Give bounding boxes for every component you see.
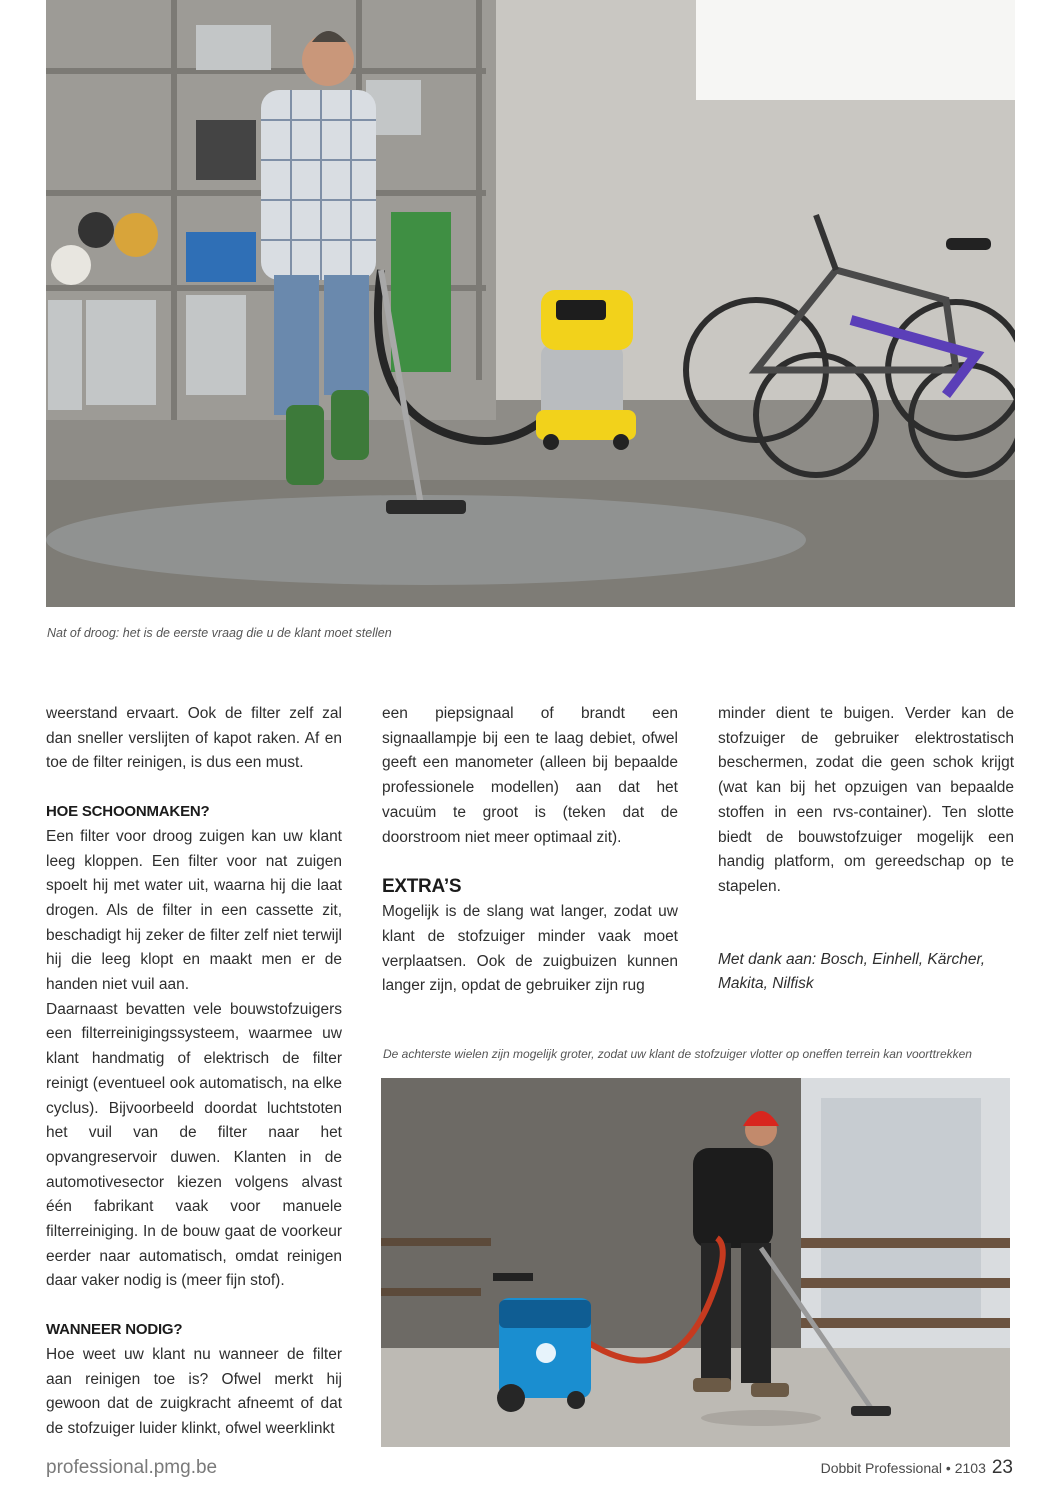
section-heading-extras: EXTRA’S: [382, 876, 462, 898]
col1-paragraph-2: Daarnaast bevatten vele bouwstofzuigers een filterreinigingssysteem, waarmee uw klant handmatig of elektrisch de filter reinigt (eventueel ook automatisch, na elke cyclus). Bijvoorbeeld doordat luchtstoten het vuil van de filter naar het opvangreservoir duwen. Klanten in de automotivesector kiezen volgens alvast één fabrikant vaak voor manuele filterreiniging. In de bouw gaat de voorkeur eerder naar automatisch, omdat reinigen daar vaker nodig is (meer fijn stof).: [46, 1000, 342, 1290]
text-column-3: [718, 702, 1014, 997]
bottom-photo-caption: De achterste wielen zijn mogelijk groter, zodat uw klant de stofzuiger vlotter op oneffen terrein kan voorttrekken: [383, 1047, 972, 1061]
col2-intro-paragraph: een piepsignaal of brandt een signaallampje bij een te laag debiet, ofwel geeft een manometer (alleen bij bepaalde professionele modellen) aan dat het vacuüm te groot is (teken dat de doorstroom niet meer optimaal zit).: [382, 705, 678, 846]
magazine-issue: Dobbit Professional • 2103: [820, 1460, 986, 1476]
construction-photo: [381, 1078, 1010, 1447]
col1-paragraph-3: Hoe weet uw klant nu wanneer de filter aan reinigen toe is? Ofwel merkt hij gewoon dat de zuigkracht afneemt of dat de stofzuiger luider klinkt, ofwel weerklinkt: [46, 1345, 342, 1437]
top-photo-caption: Nat of droog: het is de eerste vraag die u de klant moet stellen: [47, 626, 392, 640]
acknowledgements: Met dank aan: Bosch, Einhell, Kärcher, Makita, Nilfisk: [718, 950, 986, 993]
page-number: 23: [991, 1457, 1013, 1478]
garage-photo: [46, 0, 1015, 607]
col2-paragraph: Mogelijk is de slang wat langer, zodat uw klant de stofzuiger minder vaak moet verplaatsen. Ook de zuigbuizen kunnen langer zijn, opdat de gebruiker zijn rug: [382, 903, 678, 995]
construction-photo-illustration: [381, 1078, 1010, 1447]
garage-photo-illustration: [46, 0, 1015, 607]
col1-paragraph-1: Een filter voor droog zuigen kan uw klant leeg kloppen. Een filter voor nat zuigen spoelt hij met water uit, waarna hij die laat drogen. Als de filter in een cassette zit, beschadigt hij zeker de filter zelf niet terwijl hij die leeg klopt en maakt men er de handen niet vuil aan.: [46, 827, 342, 994]
footer-magazine-info: [821, 1457, 1013, 1479]
section-heading-hoe-schoonmaken: HOE SCHOONMAKEN?: [46, 803, 210, 821]
section-heading-wanneer-nodig: WANNEER NODIG?: [46, 1321, 183, 1339]
footer-website-link[interactable]: professional.pmg.be: [46, 1457, 218, 1478]
text-column-2: [382, 702, 678, 999]
col3-paragraph: minder dient te buigen. Verder kan de stofzuiger de gebruiker elektrostatisch beschermen, zodat die geen schok krijgt (wat kan bij het opzuigen van bepaalde stoffen in een rvs-container). Ten slotte biedt de bouwstofzuiger mogelijk een handig platform, om gereedschap op te stapelen.: [718, 705, 1014, 895]
col1-intro-paragraph: weerstand ervaart. Ook de filter zelf zal dan sneller verslijten of kapot raken. Af en toe de filter reinigen, is dus een must.: [46, 705, 342, 772]
text-column-1: [46, 702, 342, 1442]
